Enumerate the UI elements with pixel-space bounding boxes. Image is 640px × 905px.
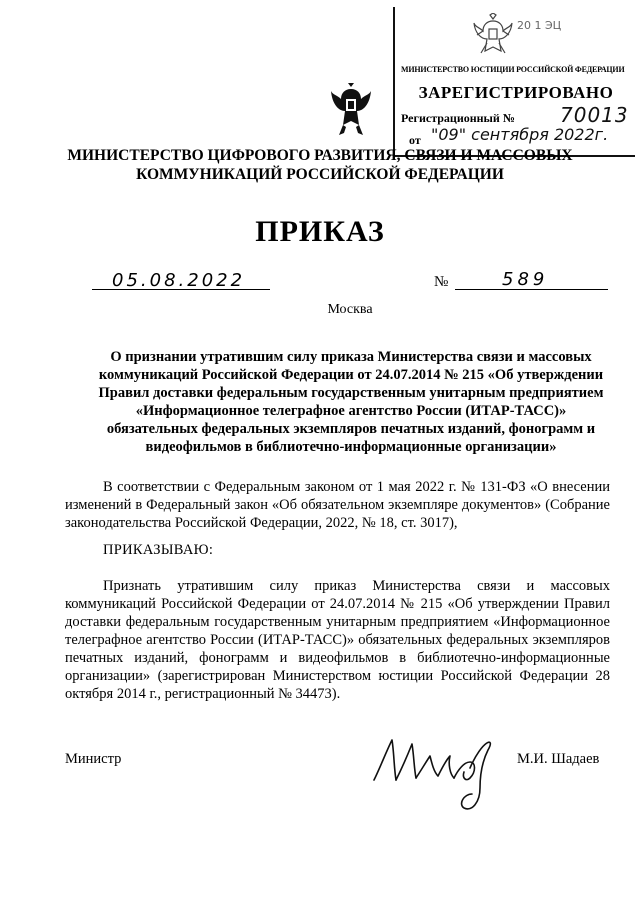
subject-line: обязательных федеральных экземпляров печатных изданий, фонограмм и [106, 421, 596, 437]
double-headed-eagle-icon [473, 13, 513, 59]
ministry-title [40, 146, 600, 184]
city: Москва [327, 302, 373, 317]
stamp-faint-text: 20 1 ЭЦ [517, 19, 562, 32]
order-number: 589 [502, 269, 549, 290]
stamp-regno-label: Регистрационный № [401, 111, 515, 125]
handwritten-signature [372, 728, 502, 816]
stamp-ministry-name: МИНИСТЕРСТВО ЮСТИЦИИ РОССИЙСКОЙ ФЕДЕРАЦИИ [401, 65, 625, 74]
stamp-date-value: "09" сентября 2022г. [431, 125, 609, 144]
subject-line: коммуникаций Российской Федерации от 24.07.2014 № 215 «Об утверждении [98, 367, 604, 383]
ministry-title-line-1: МИНИСТЕРСТВО ЦИФРОВОГО РАЗВИТИЯ, СВЯЗИ И МАССОВЫХ [67, 147, 573, 164]
order-subject [76, 348, 626, 456]
order-number-label: № [434, 274, 449, 290]
order-word: ПРИКАЗЫВАЮ: [103, 542, 214, 558]
signatory-name: М.И. Шадаев [517, 751, 600, 767]
subject-line: О признании утратившим силу приказа Министерства связи и массовых [110, 349, 592, 365]
order-paragraph: Признать утратившим силу приказ Министерства связи и массовых коммуникаций Российской Федерации от 24.07.2014 № 215 «Об утверждении Правил доставки федеральным государственным унитарным предприятием «Информационное телеграфное агентство России (ИТАР-ТАСС)» обязательных федеральных экземпляров печатных изданий, фонограмм и видеофильмов в библиотечно-информационные организации» (зарегистрирован Министерством юстиции Российской Федерации 28 октября 2014 г., регистрационный № 34473). [65, 578, 610, 702]
subject-line: видеофильмов в библиотечно-информационные организации» [145, 439, 557, 455]
subject-line: «Информационное телеграфное агентство России (ИТАР-ТАСС)» [135, 403, 567, 419]
signatory-position: Министр [65, 751, 122, 767]
preamble-paragraph: В соответствии с Федеральным законом от 1 мая 2022 г. № 131-ФЗ «О внесении изменений в Федеральный закон «Об обязательном экземпляре документов» (Собрание законодательства Российской Федерации, 2022, № 18, ст. 3017), [65, 479, 610, 531]
subject-line: Правил доставки федеральным государственным унитарным предприятием [98, 385, 604, 401]
order-date: 05.08.2022 [112, 270, 246, 291]
registration-stamp [393, 7, 635, 157]
stamp-date-prefix: от [409, 133, 421, 147]
ministry-title-line-2: КОММУНИКАЦИЙ РОССИЙСКОЙ ФЕДЕРАЦИИ [136, 166, 504, 183]
stamp-regno-value: 70013 [560, 103, 629, 127]
coat-of-arms-icon [330, 83, 372, 139]
document-type-title: ПРИКАЗ [255, 215, 385, 248]
stamp-registered-label: ЗАРЕГИСТРИРОВАНО [418, 83, 614, 102]
